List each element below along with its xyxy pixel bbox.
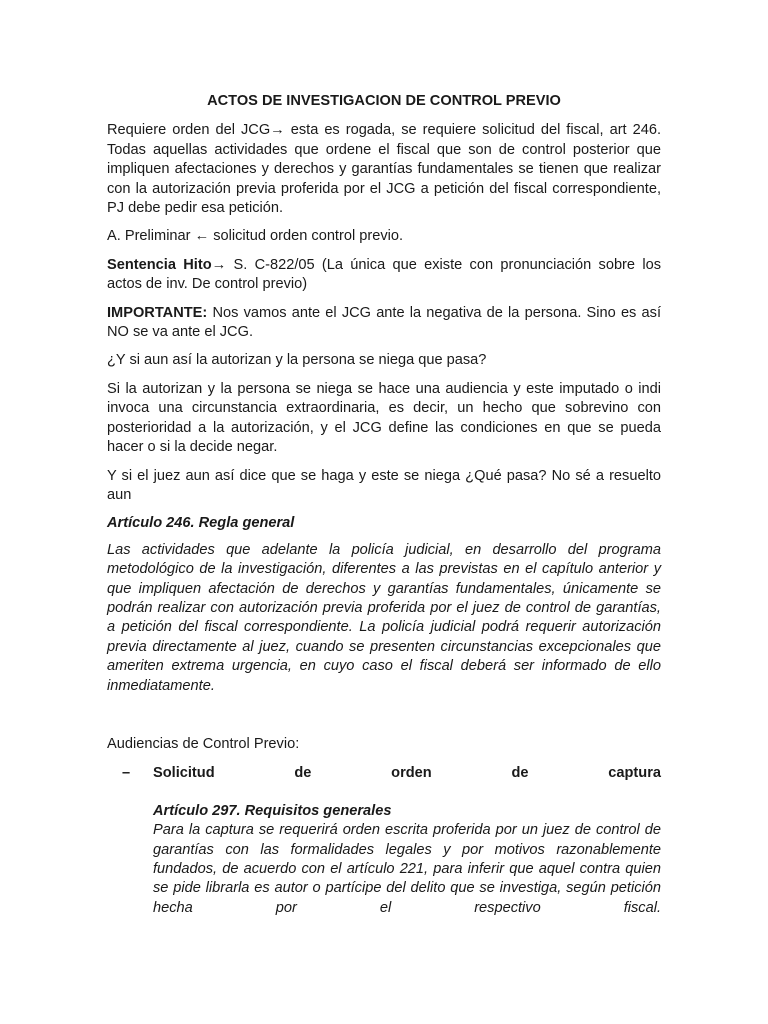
audiencias-title: Audiencias de Control Previo: (107, 735, 300, 752)
importante-label: IMPORTANTE: (107, 304, 208, 321)
paragraph-text: solicitud orden control previo. (209, 228, 404, 245)
arrow-right-icon: → (270, 122, 285, 139)
spacer (107, 705, 661, 735)
paragraph-juez: Y si el juez aun así dice que se haga y este se niega ¿Qué pasa? No sé a resuelto aun (107, 467, 661, 503)
paragraph-text: Nos vamos ante el JCG ante la negativa de la persona. Sino es así NO se va ante el JCG. (107, 304, 661, 341)
sentencia-hito-label: Sentencia Hito (107, 256, 212, 273)
article-246-body: Las actividades que adelante la policía judicial, en desarrollo del programa metodológico de la investigación, diferentes a las previstas en el capítulo anterior y que impliquen afectación de derechos y garantías fundamentales, únicamente se podrán realizar con autorización previa proferida por el juez de control de garantías, a petición del fiscal correspondiente. La policía judicial podrá requerir autorización previa directamente al juez, cuando se presenten circunstancias excepcionales que ameriten extrema urgencia, en cuyo caso el fiscal deberá ser informado de ello inmediatamente. (107, 541, 661, 694)
dash-bullet-icon: – (122, 765, 131, 782)
paragraph-question: ¿Y si aun así la autorizan y la persona se niega que pasa? (107, 352, 487, 369)
paragraph-orden-jcg (107, 121, 661, 218)
article-297-body: Para la captura se requerirá orden escrita proferida por un juez de control de garantías con las formalidades legales y por motivos razonablemente fundados, de acuerdo con el artículo 221, para inferir que aquel contra quien se pide librarla es autor o partícipe del delito que se investiga, según petición hecha por el respectivo fiscal. (153, 822, 661, 916)
paragraph-lead: Requiere orden del JCG (107, 122, 271, 139)
article-246-heading: Artículo 246. Regla general (107, 515, 295, 532)
paragraph-lead: A. Preliminar (107, 228, 195, 245)
arrow-right-icon: → (211, 256, 227, 273)
article-297-heading: Artículo 297. Requisitos generales (153, 802, 392, 819)
document-title: ACTOS DE INVESTIGACION DE CONTROL PREVIO (207, 93, 561, 109)
paragraph-text: S. C-822/05 (La única que existe con pronunciación sobre los actos de inv. De control previo) (107, 256, 661, 293)
list-item-label: Solicitud de orden de captura (153, 765, 661, 782)
paragraph-preliminar (107, 227, 661, 246)
paragraph-audiencia: Si la autorizan y la persona se niega se hace una audiencia y este imputado o indi invoca una circunstancia extraordinaria, es decir, un hecho que sobrevino con posterioridad a la autorización, y el JCG define las condiciones en que se pueda hacer o si la decide negar. (107, 380, 661, 456)
arrow-left-icon: ← (194, 228, 210, 245)
article-297-block (153, 802, 661, 918)
paragraph-text: esta es rogada, se requiere solicitud del fiscal, art 246. Todas aquellas actividades que ordene el fiscal que son de control posterior que impliquen afectaciones y derechos y garantías fundamentales se tienen que realizar con la autorización previa proferida por el JCG a petición del fiscal correspondiente, PJ debe pedir esa petición. (107, 122, 662, 217)
paragraph-sentencia-hito (107, 256, 661, 295)
paragraph-importante (107, 304, 661, 343)
list-item (107, 764, 661, 783)
